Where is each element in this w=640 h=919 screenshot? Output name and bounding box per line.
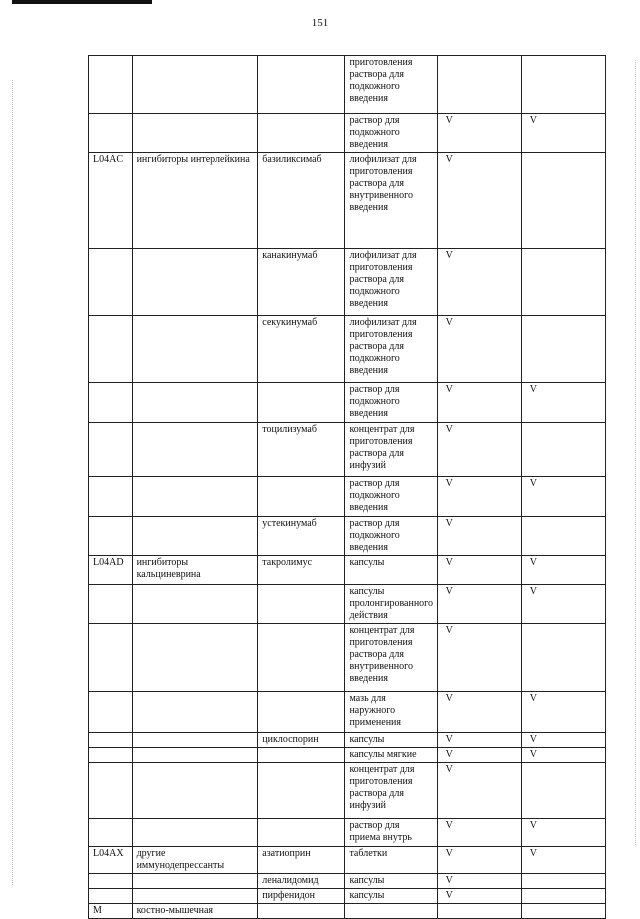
mark-cell: V	[437, 556, 521, 585]
inn-cell: устекинумаб	[258, 517, 345, 556]
mark-cell: V	[437, 249, 521, 316]
table-row	[89, 556, 606, 585]
atc-code-cell	[89, 819, 133, 847]
medicines-table	[88, 55, 606, 919]
group-name-cell	[132, 889, 258, 904]
inn-cell	[258, 383, 345, 423]
table-row	[89, 249, 606, 316]
table-row	[89, 847, 606, 874]
group-name-cell: костно-мышечная	[132, 904, 258, 919]
inn-cell	[258, 56, 345, 114]
mark-cell: V	[437, 692, 521, 733]
scan-left-margin	[12, 80, 13, 885]
mark-cell: V	[437, 585, 521, 624]
mark2-cell: V	[521, 585, 605, 624]
dosage-form-cell: лиофилизат для приготовления раствора для подкожного введения	[345, 316, 437, 383]
group-name-cell	[132, 249, 258, 316]
inn-cell: пирфенидон	[258, 889, 345, 904]
mark-cell: V	[437, 748, 521, 763]
dosage-form-cell: лиофилизат для приготовления раствора для внутривенного введения	[345, 153, 437, 249]
dosage-form-cell: капсулы мягкие	[345, 748, 437, 763]
table-row	[89, 153, 606, 249]
atc-code-cell: L04AC	[89, 153, 133, 249]
mark2-cell	[521, 249, 605, 316]
mark2-cell: V	[521, 383, 605, 423]
group-name-cell	[132, 733, 258, 748]
table-row	[89, 889, 606, 904]
mark2-cell	[521, 423, 605, 477]
dosage-form-cell: раствор для подкожного введения	[345, 383, 437, 423]
atc-code-cell	[89, 383, 133, 423]
mark-cell: V	[437, 733, 521, 748]
inn-cell: секукинумаб	[258, 316, 345, 383]
atc-code-cell	[89, 423, 133, 477]
mark-cell: V	[437, 477, 521, 517]
inn-cell	[258, 904, 345, 919]
group-name-cell	[132, 748, 258, 763]
mark2-cell: V	[521, 477, 605, 517]
table-row	[89, 477, 606, 517]
mark-cell: V	[437, 819, 521, 847]
mark2-cell	[521, 763, 605, 819]
dosage-form-cell: раствор для подкожного введения	[345, 517, 437, 556]
atc-code-cell	[89, 874, 133, 889]
mark-cell: V	[437, 316, 521, 383]
dosage-form-cell: капсулы	[345, 874, 437, 889]
table-row	[89, 733, 606, 748]
group-name-cell	[132, 819, 258, 847]
group-name-cell	[132, 114, 258, 153]
group-name-cell	[132, 56, 258, 114]
mark2-cell	[521, 624, 605, 692]
atc-code-cell: M	[89, 904, 133, 919]
mark2-cell: V	[521, 692, 605, 733]
mark-cell: V	[437, 423, 521, 477]
group-name-cell	[132, 423, 258, 477]
atc-code-cell: L04AX	[89, 847, 133, 874]
table-row	[89, 56, 606, 114]
dosage-form-cell: мазь для наружного применения	[345, 692, 437, 733]
mark-cell: V	[437, 517, 521, 556]
page-number: 151	[311, 17, 329, 29]
dosage-form-cell: капсулы	[345, 733, 437, 748]
table-row	[89, 383, 606, 423]
atc-code-cell	[89, 585, 133, 624]
group-name-cell	[132, 517, 258, 556]
inn-cell	[258, 692, 345, 733]
mark-cell: V	[437, 114, 521, 153]
inn-cell: азатиоприн	[258, 847, 345, 874]
inn-cell	[258, 114, 345, 153]
atc-code-cell	[89, 517, 133, 556]
dosage-form-cell: капсулы	[345, 556, 437, 585]
mark2-cell: V	[521, 556, 605, 585]
inn-cell: циклоспорин	[258, 733, 345, 748]
table-row	[89, 692, 606, 733]
table-row	[89, 585, 606, 624]
dosage-form-cell: таблетки	[345, 847, 437, 874]
inn-cell: леналидомид	[258, 874, 345, 889]
atc-code-cell	[89, 316, 133, 383]
mark-cell: V	[437, 624, 521, 692]
dosage-form-cell: концентрат для приготовления раствора для инфузий	[345, 423, 437, 477]
mark2-cell	[521, 889, 605, 904]
group-name-cell: другие иммунодепрессанты	[132, 847, 258, 874]
table-row	[89, 874, 606, 889]
mark2-cell: V	[521, 847, 605, 874]
group-name-cell: ингибиторы интерлейкина	[132, 153, 258, 249]
mark-cell: V	[437, 153, 521, 249]
atc-code-cell	[89, 692, 133, 733]
mark2-cell	[521, 153, 605, 249]
group-name-cell	[132, 316, 258, 383]
atc-code-cell	[89, 477, 133, 517]
mark2-cell	[521, 316, 605, 383]
group-name-cell	[132, 692, 258, 733]
table-row	[89, 904, 606, 919]
mark2-cell: V	[521, 733, 605, 748]
table-row	[89, 517, 606, 556]
mark-cell: V	[437, 763, 521, 819]
inn-cell: тоцилизумаб	[258, 423, 345, 477]
dosage-form-cell: раствор для подкожного введения	[345, 477, 437, 517]
inn-cell: такролимус	[258, 556, 345, 585]
inn-cell: канакинумаб	[258, 249, 345, 316]
mark-cell: V	[437, 874, 521, 889]
inn-cell	[258, 624, 345, 692]
atc-code-cell	[89, 249, 133, 316]
mark2-cell	[521, 517, 605, 556]
mark-cell	[437, 904, 521, 919]
mark-cell: V	[437, 383, 521, 423]
table-row	[89, 114, 606, 153]
dosage-form-cell: раствор для приема внутрь	[345, 819, 437, 847]
group-name-cell	[132, 763, 258, 819]
mark2-cell	[521, 56, 605, 114]
group-name-cell	[132, 624, 258, 692]
dosage-form-cell: концентрат для приготовления раствора для инфузий	[345, 763, 437, 819]
table-row	[89, 763, 606, 819]
mark-cell	[437, 56, 521, 114]
group-name-cell	[132, 383, 258, 423]
medicines-table-body	[89, 56, 606, 919]
scan-right-margin	[635, 60, 636, 845]
dosage-form-cell: приготовления раствора для подкожного введения	[345, 56, 437, 114]
mark-cell: V	[437, 889, 521, 904]
atc-code-cell	[89, 624, 133, 692]
mark2-cell: V	[521, 748, 605, 763]
atc-code-cell	[89, 763, 133, 819]
mark2-cell: V	[521, 819, 605, 847]
group-name-cell	[132, 585, 258, 624]
atc-code-cell	[89, 733, 133, 748]
mark-cell: V	[437, 847, 521, 874]
table-row	[89, 316, 606, 383]
inn-cell	[258, 477, 345, 517]
scan-edge-mark	[12, 0, 152, 4]
atc-code-cell	[89, 748, 133, 763]
dosage-form-cell	[345, 904, 437, 919]
group-name-cell: ингибиторы кальциневрина	[132, 556, 258, 585]
atc-code-cell	[89, 889, 133, 904]
mark2-cell	[521, 874, 605, 889]
group-name-cell	[132, 477, 258, 517]
mark2-cell	[521, 904, 605, 919]
dosage-form-cell: лиофилизат для приготовления раствора для подкожного введения	[345, 249, 437, 316]
inn-cell	[258, 763, 345, 819]
table-row	[89, 819, 606, 847]
dosage-form-cell: капсулы пролонгированного действия	[345, 585, 437, 624]
inn-cell	[258, 585, 345, 624]
dosage-form-cell: концентрат для приготовления раствора для внутривенного введения	[345, 624, 437, 692]
table-row	[89, 624, 606, 692]
inn-cell: базиликсимаб	[258, 153, 345, 249]
atc-code-cell: L04AD	[89, 556, 133, 585]
atc-code-cell	[89, 114, 133, 153]
mark2-cell: V	[521, 114, 605, 153]
dosage-form-cell: капсулы	[345, 889, 437, 904]
dosage-form-cell: раствор для подкожного введения	[345, 114, 437, 153]
group-name-cell	[132, 874, 258, 889]
inn-cell	[258, 748, 345, 763]
inn-cell	[258, 819, 345, 847]
table-row	[89, 423, 606, 477]
table-row	[89, 748, 606, 763]
atc-code-cell	[89, 56, 133, 114]
